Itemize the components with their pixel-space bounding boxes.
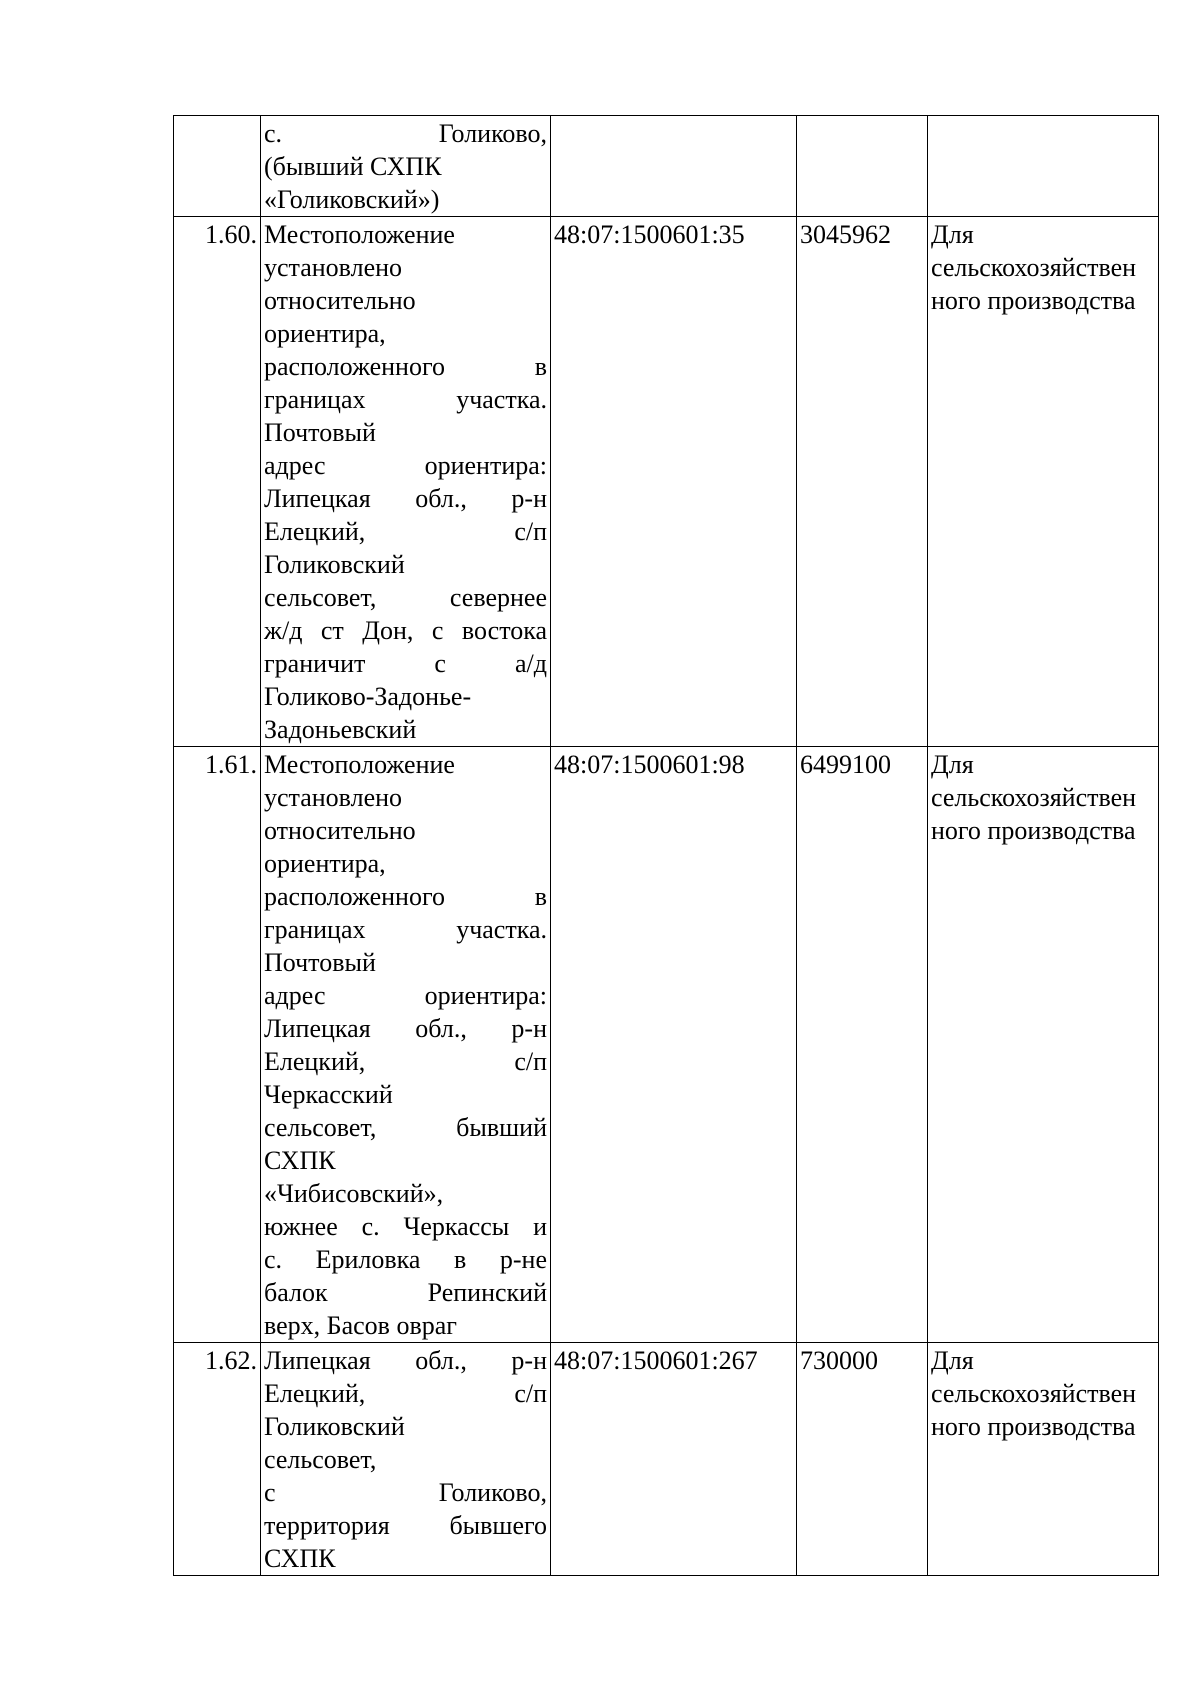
table-row — [174, 1343, 1159, 1576]
location-text-line: ориентира, — [264, 849, 386, 878]
location-text-line: адрес ориентира: — [264, 451, 547, 480]
usage-text-line: сельскохозяйствен — [931, 783, 1137, 812]
row-number-cell: 1.60. — [174, 217, 261, 747]
usage-text-line: сельскохозяйствен — [931, 1379, 1137, 1408]
usage-text-line: ного производства — [931, 816, 1136, 845]
location-text-line: Елецкий, с/п — [264, 1379, 547, 1408]
location-text-line: с Голиково, — [264, 1478, 547, 1507]
location-text-line: Голиково-Задонье- — [264, 682, 472, 711]
location-text-line: верх, Басов овраг — [264, 1311, 457, 1340]
location-text-line: расположенного в — [264, 352, 547, 381]
row-number-cell — [174, 116, 261, 217]
location-text-line: Местоположение — [264, 750, 455, 779]
location-text-line: (бывший СХПК — [264, 152, 442, 181]
usage-text-line: сельскохозяйствен — [931, 253, 1137, 282]
table-body — [174, 116, 1159, 1576]
cadastral-number-cell: 48:07:1500601:35 — [551, 217, 797, 747]
location-text-line: установлено — [264, 253, 403, 282]
location-text-line: сельсовет, севернее — [264, 583, 547, 612]
usage-cell — [928, 1343, 1159, 1576]
usage-cell — [928, 116, 1159, 217]
location-text-line: Липецкая обл., р-н — [264, 1346, 547, 1375]
location-text-line: Елецкий, с/п — [264, 1047, 547, 1076]
location-text-line: относительно — [264, 286, 416, 315]
location-text-line: СХПК — [264, 1544, 336, 1573]
usage-text-line: ного производства — [931, 286, 1136, 315]
location-cell — [261, 1343, 551, 1576]
usage-text-line: Для — [931, 1346, 974, 1375]
area-cell — [797, 116, 928, 217]
location-text-line: Почтовый — [264, 948, 376, 977]
row-number-cell: 1.62. — [174, 1343, 261, 1576]
location-text-line: сельсовет, — [264, 1445, 377, 1474]
table-row — [174, 217, 1159, 747]
location-text-line: Почтовый — [264, 418, 376, 447]
location-cell — [261, 116, 551, 217]
location-text-line: ж/д ст Дон, с востока — [264, 616, 547, 645]
usage-cell — [928, 217, 1159, 747]
usage-cell — [928, 747, 1159, 1343]
location-text-line: границах участка. — [264, 915, 547, 944]
location-text-line: Голиковский — [264, 550, 405, 579]
location-text-line: относительно — [264, 816, 416, 845]
location-text-line: граничит с а/д — [264, 649, 547, 678]
location-text-line: границах участка. — [264, 385, 547, 414]
area-cell: 6499100 — [797, 747, 928, 1343]
location-cell — [261, 217, 551, 747]
area-cell: 3045962 — [797, 217, 928, 747]
location-text-line: южнее с. Черкассы и — [264, 1212, 547, 1241]
location-text-line: расположенного в — [264, 882, 547, 911]
location-text-line: Елецкий, с/п — [264, 517, 547, 546]
location-text-line: сельсовет, бывший — [264, 1113, 547, 1142]
location-text-line: СХПК — [264, 1146, 336, 1175]
location-text-line: с. Голиково, — [264, 119, 547, 148]
location-text-line: «Голиковский») — [264, 185, 440, 214]
location-text-line: Липецкая обл., р-н — [264, 1014, 547, 1043]
usage-text-line: Для — [931, 750, 974, 779]
location-text-line: Черкасский — [264, 1080, 393, 1109]
location-text-line: балок Репинский — [264, 1278, 547, 1307]
location-text-line: установлено — [264, 783, 403, 812]
location-text-line: Задоньевский — [264, 715, 417, 744]
cadastral-number-cell: 48:07:1500601:98 — [551, 747, 797, 1343]
location-text-line: Местоположение — [264, 220, 455, 249]
location-text-line: Липецкая обл., р-н — [264, 484, 547, 513]
usage-text-line: Для — [931, 220, 974, 249]
usage-text-line: ного производства — [931, 1412, 1136, 1441]
location-text-line: ориентира, — [264, 319, 386, 348]
location-text-line: Голиковский — [264, 1412, 405, 1441]
land-plots-table — [173, 115, 1159, 1576]
row-number-cell: 1.61. — [174, 747, 261, 1343]
cadastral-number-cell: 48:07:1500601:267 — [551, 1343, 797, 1576]
table-row — [174, 747, 1159, 1343]
area-cell: 730000 — [797, 1343, 928, 1576]
location-text-line: с. Ериловка в р-не — [264, 1245, 547, 1274]
table-row — [174, 116, 1159, 217]
location-text-line: «Чибисовский», — [264, 1179, 444, 1208]
location-text-line: адрес ориентира: — [264, 981, 547, 1010]
location-text-line: территория бывшего — [264, 1511, 547, 1540]
location-cell — [261, 747, 551, 1343]
cadastral-number-cell — [551, 116, 797, 217]
